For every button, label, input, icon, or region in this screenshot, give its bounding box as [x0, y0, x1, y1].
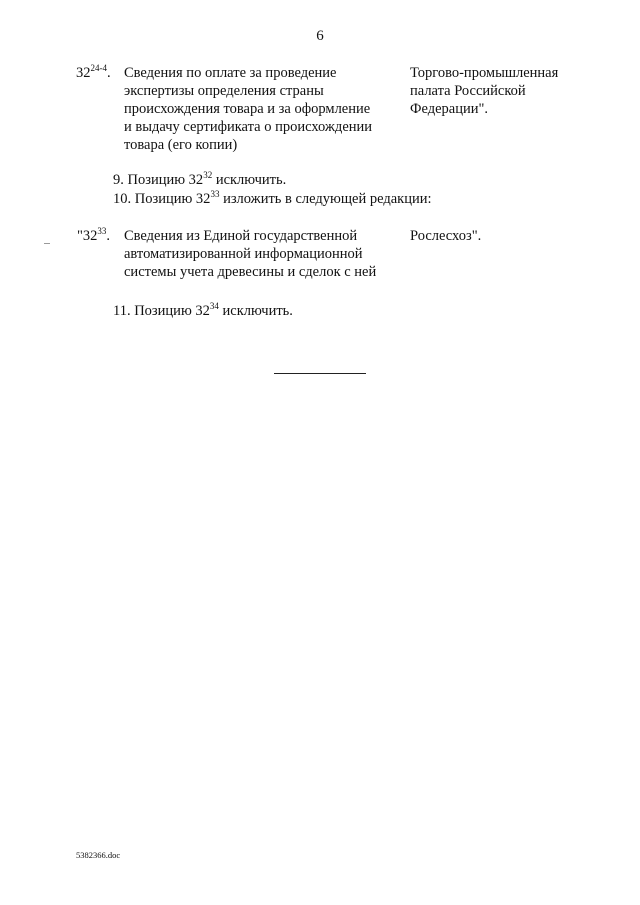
entry-code-suffix: . — [106, 228, 111, 244]
organization-line: Торгово-промышленная — [410, 65, 559, 81]
entry-description — [124, 64, 399, 154]
description-line: экспертизы определения страны — [124, 83, 324, 99]
entry-code-superscript: 24-4 — [90, 63, 107, 73]
entry-code-superscript: 33 — [97, 226, 107, 236]
instruction-text: 10. Позицию 32 — [113, 191, 211, 207]
entry-organization — [410, 64, 585, 118]
instruction-10 — [113, 190, 432, 208]
page-number: 6 — [316, 28, 324, 44]
entry-code-suffix: . — [107, 65, 111, 81]
instruction-text: изложить в следующей редакции: — [219, 191, 432, 207]
organization-line: Рослесхоз". — [410, 228, 482, 244]
instruction-superscript: 32 — [203, 170, 213, 180]
entry-code-prefix: " — [77, 228, 83, 244]
description-line: и выдачу сертификата о происхождении — [124, 119, 373, 135]
margin-mark — [44, 243, 50, 244]
document-reference: 5382366.doc — [76, 850, 121, 860]
description-line: системы учета древесины и сделок с ней — [124, 264, 377, 280]
instruction-superscript: 34 — [209, 301, 219, 311]
instruction-text: исключить. — [218, 303, 293, 319]
entry-organization — [410, 227, 585, 245]
entry-description — [124, 227, 399, 281]
organization-line: палата Российской — [410, 83, 526, 99]
instruction-superscript: 33 — [210, 189, 220, 199]
instruction-text: исключить. — [212, 172, 287, 188]
entry-code-base: 32 — [82, 228, 98, 244]
entry-code-base: 32 — [76, 65, 91, 81]
description-line: автоматизированной информационной — [124, 246, 363, 262]
instruction-text: 11. Позицию 32 — [113, 303, 210, 319]
instruction-11 — [113, 302, 293, 320]
end-separator — [274, 373, 366, 374]
description-line: происхождения товара и за оформление — [124, 101, 371, 117]
entry-code — [76, 64, 111, 82]
description-line: Сведения по оплате за проведение — [124, 65, 337, 81]
instruction-text: 9. Позицию 32 — [113, 172, 204, 188]
organization-line: Федерации". — [410, 101, 489, 117]
instruction-9 — [113, 171, 286, 189]
entry-code — [77, 227, 110, 245]
description-line: Сведения из Единой государственной — [124, 228, 358, 244]
description-line: товара (его копии) — [124, 137, 238, 153]
